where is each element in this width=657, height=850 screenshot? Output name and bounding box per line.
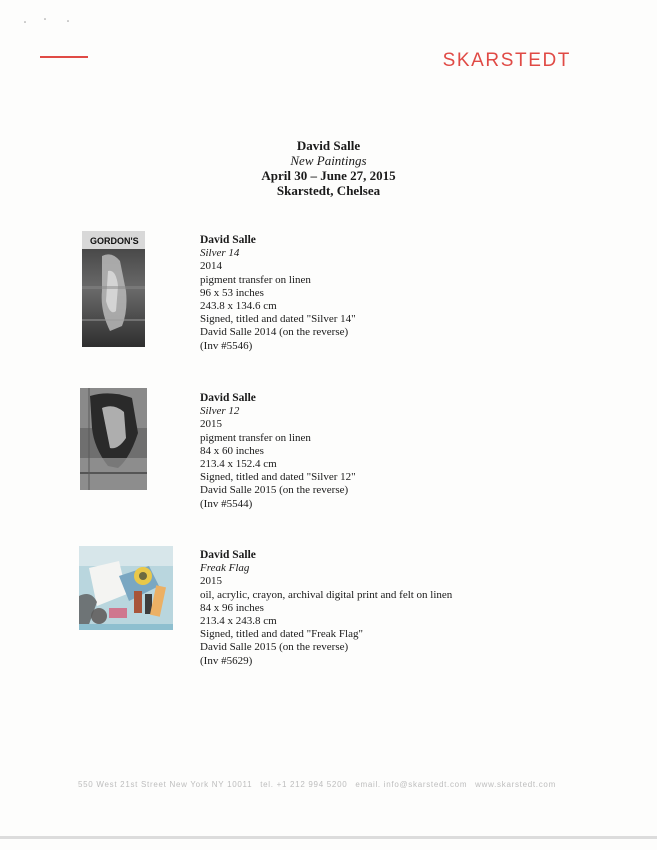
- work-year: 2015: [200, 575, 222, 588]
- work-medium: oil, acrylic, crayon, archival digital print and felt on linen: [200, 588, 453, 601]
- work-signed: Signed, titled and dated "Silver 12": [200, 471, 356, 484]
- scan-edge: [0, 836, 657, 839]
- work-artist: David Salle: [200, 549, 256, 561]
- work-signature: David Salle 2014 (on the reverse): [200, 326, 349, 339]
- footer-email: email. info@skarstedt.com: [355, 780, 468, 789]
- work-medium: pigment transfer on linen: [200, 273, 311, 286]
- work-signature: David Salle 2015 (on the reverse): [200, 641, 349, 654]
- work-signed: Signed, titled and dated "Silver 14": [200, 313, 356, 326]
- header-dates: April 30 – June 27, 2015: [261, 168, 396, 183]
- gallery-footer: [78, 780, 561, 789]
- header-artist: David Salle: [296, 138, 361, 153]
- header-exhibition: New Paintings: [290, 153, 367, 168]
- footer-tel: tel. +1 212 994 5200: [260, 780, 348, 789]
- footer-address: 550 West 21st Street New York NY 10011: [78, 780, 253, 789]
- scan-marks: [22, 16, 82, 26]
- artwork-thumbnail-silver-12: [80, 388, 147, 490]
- red-rule: [40, 56, 88, 58]
- work-inventory: (Inv #5546): [200, 339, 253, 352]
- work-inventory: (Inv #5629): [200, 654, 253, 667]
- exhibition-header: [0, 138, 657, 198]
- artwork-thumbnail-silver-14: [82, 231, 145, 347]
- gallery-logo: SKARSTEDT: [442, 50, 571, 71]
- header-venue: Skarstedt, Chelsea: [276, 183, 381, 198]
- work-title: Freak Flag: [200, 562, 250, 575]
- work-size-inches: 84 x 60 inches: [200, 444, 264, 457]
- artwork-info-silver-14: [200, 234, 356, 353]
- work-title: Silver 12: [200, 405, 240, 418]
- thumb-sign-text: GORDON'S: [90, 236, 139, 246]
- work-inventory: (Inv #5544): [200, 497, 253, 510]
- artwork-thumbnail-freak-flag: [79, 546, 173, 630]
- work-size-cm: 213.4 x 243.8 cm: [200, 615, 277, 628]
- work-year: 2014: [200, 260, 222, 273]
- work-size-cm: 243.8 x 134.6 cm: [200, 300, 277, 313]
- artwork-info-freak-flag: [200, 549, 452, 668]
- work-artist: David Salle: [200, 234, 256, 246]
- work-year: 2015: [200, 418, 222, 431]
- work-medium: pigment transfer on linen: [200, 431, 311, 444]
- work-size-inches: 84 x 96 inches: [200, 601, 264, 614]
- artwork-info-silver-12: [200, 392, 356, 511]
- work-signature: David Salle 2015 (on the reverse): [200, 484, 349, 497]
- work-size-inches: 96 x 53 inches: [200, 286, 264, 299]
- work-signed: Signed, titled and dated "Freak Flag": [200, 628, 363, 641]
- work-title: Silver 14: [200, 247, 240, 260]
- work-size-cm: 213.4 x 152.4 cm: [200, 458, 277, 471]
- footer-web: www.skarstedt.com: [475, 780, 556, 789]
- work-artist: David Salle: [200, 392, 256, 404]
